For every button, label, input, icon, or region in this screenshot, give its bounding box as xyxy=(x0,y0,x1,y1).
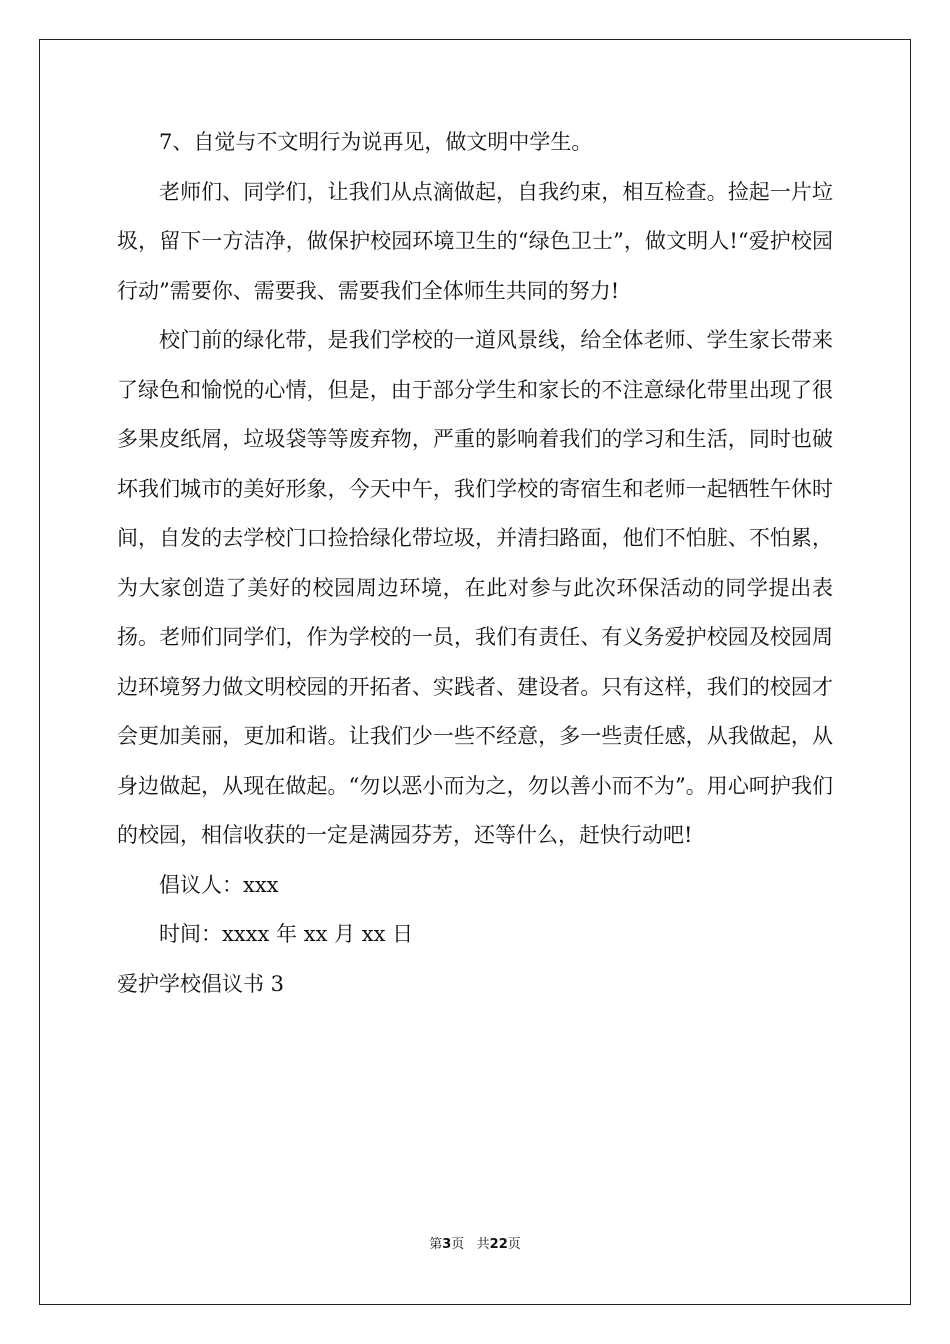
paragraph-2: 老师们、同学们，让我们从点滴做起，自我约束，相互检查。捡起一片垃圾，留下一方洁净，做保护校园环境卫生的“绿色卫士”，做文明人!“爱护校园行动”需要你、需要我、需要我们全体师生共同的努力! xyxy=(117,179,833,303)
footer-mid: 页 共 xyxy=(451,1237,490,1252)
section-heading: 爱护学校倡议书 3 xyxy=(117,971,285,996)
paragraph-3: 校门前的绿化带，是我们学校的一道风景线，给全体老师、学生家长带来了绿色和愉悦的心情，但是，由于部分学生和家长的不注意绿化带里出现了很多果皮纸屑，垃圾袋等等废弃物，严重的影响着我们的学习和生活，同时也破坏我们城市的美好形象，今天中午，我们学校的寄宿生和老师一起牺牲午休时间，自发的去学校门口捡拾绿化带垃圾，并清扫路面，他们不怕脏、不怕累，为大家创造了美好的校园周边环境，在此对参与此次环保活动的同学提出表扬。老师们同学们，作为学校的一员，我们有责任、有义务爱护校园及校园周边环境努力做文明校园的开拓者、实践者、建设者。只有这样，我们的校园才会更加美丽，更加和谐。让我们少一些不经意，多一些责任感，从我做起，从身边做起，从现在做起。“勿以恶小而为之，勿以善小而不为”。用心呵护我们的校园，相信收获的一定是满园芬芳，还等什么，赶快行动吧! xyxy=(117,328,833,847)
footer-prefix: 第 xyxy=(429,1237,443,1252)
date-line: 时间：xxxx 年 xx 月 xx 日 xyxy=(159,922,414,946)
paragraph-1: 7、自觉与不文明行为说再见，做文明中学生。 xyxy=(159,130,593,154)
footer-page-number: 3 xyxy=(442,1237,452,1252)
document-body xyxy=(117,118,833,1009)
initiator-line: 倡议人：xxx xyxy=(159,872,279,897)
footer-total-pages: 22 xyxy=(489,1237,508,1252)
footer-suffix: 页 xyxy=(507,1237,521,1252)
page-footer xyxy=(0,1233,950,1252)
